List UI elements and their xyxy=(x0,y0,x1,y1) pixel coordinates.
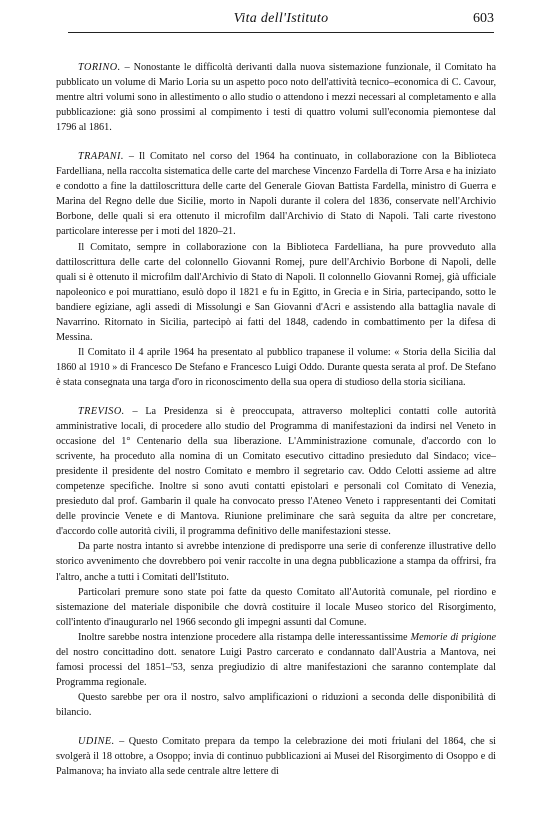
place-heading-torino: TORINO. xyxy=(78,62,121,73)
paragraph-text: del nostro concittadino dott. senatore Luigi Pastro carcerato e condannato dall'Austria a Mantova, nei famosi processi del 1851–'53, senza pregiudizio di altre manifestazioni che saranno contemplate dal Programma regionale. xyxy=(56,646,496,688)
section-trapani xyxy=(56,149,496,239)
section-torino xyxy=(56,60,496,135)
paragraph-text: – La Presidenza si è preoccupata, attraverso molteplici contatti colle autorità amministrative locali, di procedere allo studio del Programma di manifestazioni da indirsi nel Veneto in occasione del 1° Centenario della sua liberazione. L'Amministrazione comunale, d'accordo con lo scrivente, ha proceduto alla nomina di un Comitato esecutivo cittadino presieduto dal Sindaco; vice–presidente il presidente del nostro Comitato e membro il segretario cav. Oddo Celotti assieme ad altre competenze specifiche. Inoltre si sono avuti contatti epistolari e personali col Comitato di Venezia, presieduto dal prof. Gambarin il quale ha convocato presso l'Ateneo Veneto i rappresentanti dei Comitati delle provincie Venete e di Mantova. Riunione preliminare che sarà seguita da altre per concretare, d'accordo colle autorità civili, il programma definitivo delle manifestazioni stesse. xyxy=(56,405,496,538)
page-number: 603 xyxy=(473,11,494,26)
place-heading-treviso: TREVISO. xyxy=(78,405,125,417)
paragraph: Il Comitato il 4 aprile 1964 ha presentato al pubblico trapanese il volume: « Storia della Sicilia dal 1860 al 1910 » di Francesco De Stefano e Francesco Luigi Oddo. Durante questa serata al prof. De Stefano è stata consegnata una targa d'oro in riconoscimento della sua opera di studioso della storia siciliana. xyxy=(56,346,496,388)
paragraph: Il Comitato, sempre in collaborazione con la Biblioteca Fardelliana, ha pure provveduto alla dattiloscrittura delle carte del colonnello Giovanni Romej, pure dell'Archivio Borbone di Napoli, delle quali si è ottenuto il microfilm dall'Archivio di Stato di Napoli. Il colonnello Giovanni Romej, già ufficiale napoleonico e poi murattiano, esulò dopo il 1821 e fu in Egitto, in Grecia e in Siria, partecipando, sotto le bandiere egiziane, agli assedi di Missolungi e San Giovanni d'Acri e assistendo alla battaglia navale di Navarrino. Ritornato in Sicilia, partecipò ai fatti del 1848, cadendo in combattimento per la difesa di Messina. xyxy=(56,241,496,343)
paragraph: Particolari premure sono state poi fatte da questo Comitato all'Autorità comunale, pel riordino e sistemazione del materiale disponibile che dovrà costituire il locale Museo storico del Risorgimento, coll'intento d'inaugurarlo nel 1966 secondo gli impegni assunti dal Comune. xyxy=(56,586,496,628)
section-treviso xyxy=(56,404,496,539)
section-udine xyxy=(56,734,496,779)
running-title: Vita dell'Istituto xyxy=(233,11,329,26)
running-header xyxy=(68,8,494,33)
paragraph xyxy=(56,630,496,690)
paragraph-text: – Questo Comitato prepara da tempo la celebrazione dei moti friulani del 1864, che si svolgerà il 18 ottobre, a Osoppo; invia di continuo pubblicazioni ai Musei del Risorgimento di Osoppo e di Palmanova; ha inviato alla sede centrale altre lettere di xyxy=(56,735,496,778)
paragraph-text: – Nonostante le difficoltà derivanti dalla nuova sistemazione funzionale, il Comitato ha pubblicato un volume di Mario Loria su un aspetto poco noto dell'attività tecnico–economica di C. Cavour, mentre altri volumi sono in allestimento o allo studio o attendono i mezzi necessari al completamento e alla pubblicazione: già sono prossimi al compimento i testi di quattro volumi sull'economia piemontese dal 1796 al 1861. xyxy=(56,62,496,134)
document-body xyxy=(56,60,496,779)
place-heading-trapani: TRAPANI. xyxy=(78,151,124,163)
paragraph-text: Inoltre sarebbe nostra intenzione procedere alla ristampa delle interessantissime xyxy=(78,631,411,643)
paragraph: Questo sarebbe per ora il nostro, salvo amplificazioni o riduzioni a seconda delle disponibilità di bilancio. xyxy=(56,691,496,718)
book-title: Memorie di prigione xyxy=(410,631,496,643)
paragraph-text: – Il Comitato nel corso del 1964 ha continuato, in collaborazione con la Biblioteca Fardelliana, nella raccolta sistematica delle carte del marchese Vincenzo Fardella di Torre Arsa e ha iniziato e condotto a fine la dattiloscrittura delle carte del Generale Giovan Battista Fardella, ministro di Guerra e Marina del Regno delle due Sicilie, morto in Napoli durante il colera del 1836, conservate nell'Archivio Borbone, delle quali si era ottenuto il microfilm dall'Archivio di Stato di Napoli. Tali carte rivestono particolare interesse per i moti del 1820–21. xyxy=(56,151,496,238)
place-heading-udine: UDINE. xyxy=(78,735,115,747)
paragraph: Da parte nostra intanto si avrebbe intenzione di predisporre una serie di conferenze illustrative dello storico avvenimento che dovrebbero poi venir raccolte in una degna pubblicazione a stampa da offrirsi, fra l'altro, anche a tutti i Comitati dell'Istituto. xyxy=(56,541,496,583)
